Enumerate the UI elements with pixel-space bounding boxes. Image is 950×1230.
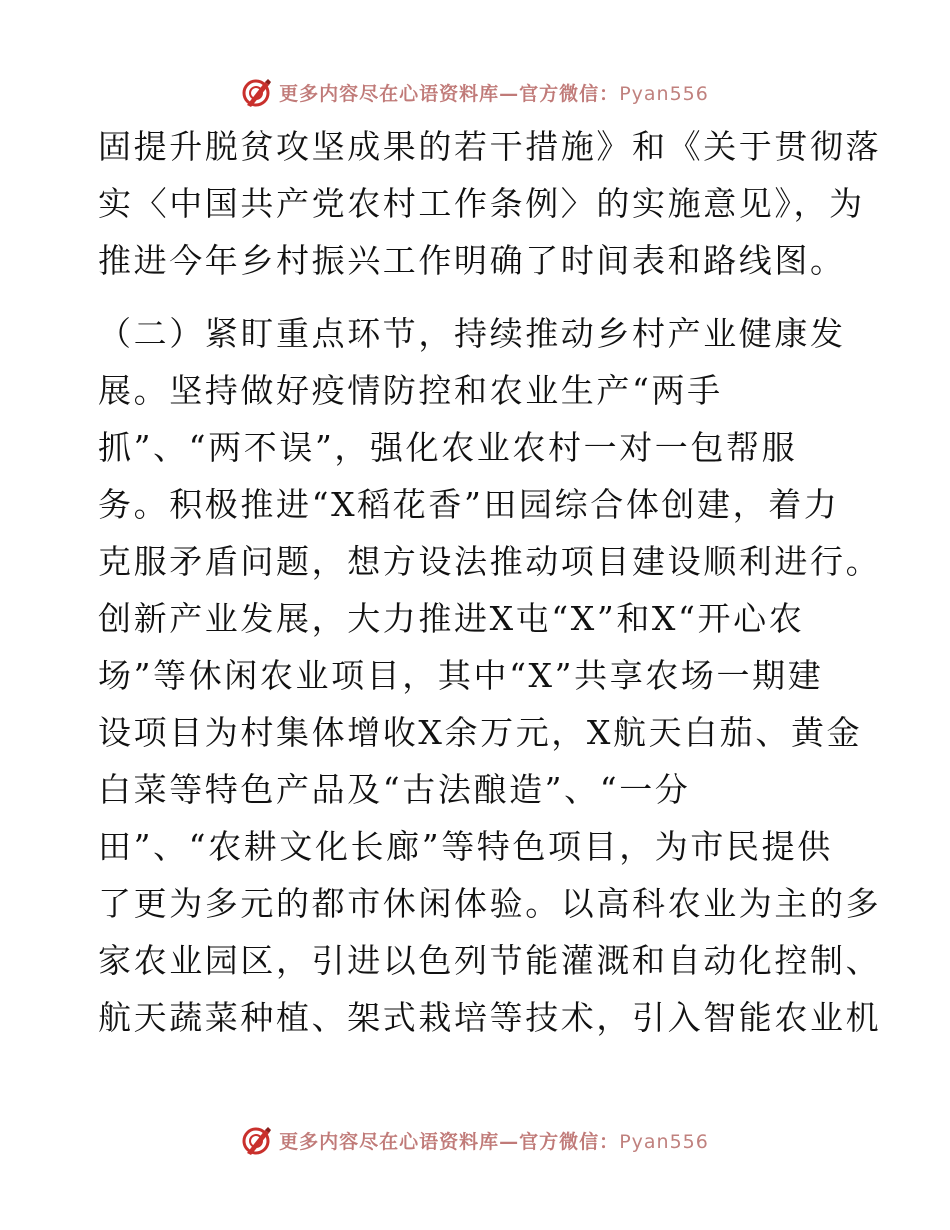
text-line: 务。积极推进“X稻花香”田园综合体创建，着力 [98, 485, 840, 524]
text-line: 家农业园区，引进以色列节能灌溉和自动化控制、 [98, 941, 882, 980]
header-banner [0, 72, 950, 112]
paragraph-2 [98, 305, 882, 1046]
text-line: 抓”、“两不误”，强化农业农村一对一包帮服 [98, 428, 798, 467]
text-line: 创新产业发展，大力推进X屯“X”和X“开心农 [98, 599, 805, 638]
pen-logo-icon [241, 76, 273, 108]
footer-banner [0, 1120, 950, 1160]
text-line: 展。坚持做好疫情防控和农业生产“两手 [98, 371, 723, 410]
text-line: 场”等休闲农业项目，其中“X”共享农场一期建 [98, 656, 824, 695]
document-body [98, 118, 882, 1046]
text-line: 了更为多元的都市休闲体验。以高科农业为主的多 [98, 884, 882, 923]
section-heading-line: （二）紧盯重点环节，持续推动乡村产业健康发 [98, 314, 846, 353]
banner-text: 更多内容尽在心语资料库—官方微信：Pyan556 [279, 82, 709, 105]
text-line: 航天蔬菜种植、架式栽培等技术，引入智能农业机 [98, 998, 882, 1037]
paragraph-1 [98, 118, 882, 289]
text-line: 推进今年乡村振兴工作明确了时间表和路线图。 [98, 241, 846, 280]
text-line: 实〈中国共产党农村工作条例〉的实施意见》，为 [98, 184, 865, 223]
text-line: 克服矛盾问题，想方设法推动项目建设顺利进行。 [98, 542, 882, 581]
banner-text: 更多内容尽在心语资料库—官方微信：Pyan556 [279, 1130, 709, 1153]
text-line: 设项目为村集体增收X余万元，X航天白茄、黄金 [98, 713, 863, 752]
text-line: 固提升脱贫攻坚成果的若干措施》和《关于贯彻落 [98, 127, 882, 166]
text-line: 白菜等特色产品及“古法酿造”、“一分 [98, 770, 691, 809]
text-line: 田”、“农耕文化长廊”等特色项目，为市民提供 [98, 827, 833, 866]
pen-logo-icon [241, 1124, 273, 1156]
